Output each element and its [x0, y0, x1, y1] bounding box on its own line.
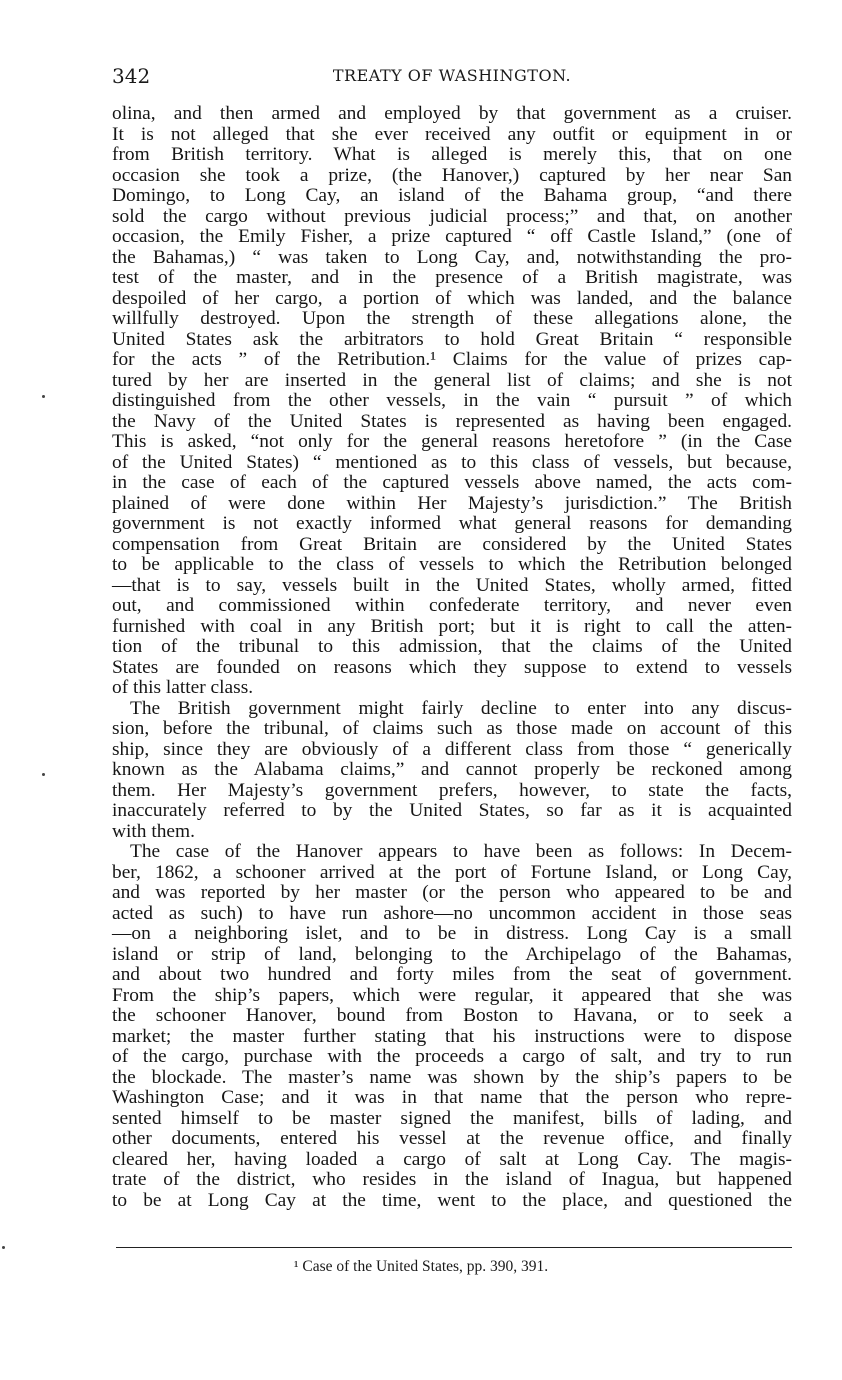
text-line: United States ask the arbitrators to hold Great Britain “ responsible	[112, 328, 792, 350]
text-line: tion of the tribunal to this admission, that the claims of the United	[112, 636, 792, 657]
text-line: and was reported by her master (or the person who appeared to be and	[112, 882, 792, 903]
text-line: This is asked, “not only for the general reasons heretofore ” (in the Case	[112, 431, 792, 452]
text-line: cleared her, having loaded a cargo of salt at Long Cay. The magis-	[112, 1148, 792, 1170]
text-line: The British government might fairly decline to enter into any discus-	[130, 697, 792, 719]
text-line: inaccurately referred to by the United States, so far as it is acquainted	[112, 800, 792, 821]
text-line: sented himself to be master signed the manifest, bills of lading, and	[112, 1107, 792, 1129]
text-line: of the United States) “ mentioned as to this class of vessels, but because,	[112, 451, 792, 473]
text-line: in the case of each of the captured vessels above named, the acts com-	[112, 472, 792, 493]
text-line: Washington Case; and it was in that name that the person who repre-	[112, 1087, 792, 1108]
text-line: ship, since they are obviously of a different class from those “ generically	[112, 738, 792, 760]
text-line: olina, and then armed and employed by that government as a cruiser.	[112, 103, 792, 124]
text-line: the Bahamas,) “ was taken to Long Cay, and, notwithstanding the pro-	[112, 246, 792, 268]
text-line: test of the master, and in the presence of a British magistrate, was	[112, 267, 792, 288]
text-line: ber, 1862, a schooner arrived at the port of Fortune Island, or Long Cay,	[112, 861, 792, 883]
page-number: 342	[112, 64, 151, 88]
text-line: From the ship’s papers, which were regular, it appeared that she was	[112, 984, 792, 1006]
text-line: Domingo, to Long Cay, an island of the Bahama group, “and there	[112, 185, 792, 206]
text-line: acted as such) to have run ashore—no uncommon accident in those seas	[112, 902, 792, 924]
text-line: —that is to say, vessels built in the United States, wholly armed, fitted	[112, 574, 792, 596]
text-line: The case of the Hanover appears to have been as follows: In Decem-	[130, 841, 792, 862]
footnote: ¹ Case of the United States, pp. 390, 391.	[293, 1258, 549, 1275]
text-line: of the cargo, purchase with the proceeds a cargo of salt, and try to run	[112, 1046, 792, 1067]
text-line: the Navy of the United States is represented as having been engaged.	[112, 410, 792, 432]
margin-speck	[2, 1246, 5, 1249]
text-line: trate of the district, who resides in the island of Inagua, but happened	[112, 1169, 792, 1190]
text-line: known as the Alabama claims,” and cannot properly be reckoned among	[112, 759, 792, 780]
text-line: distinguished from the other vessels, in the vain “ pursuit ” of which	[112, 390, 792, 411]
text-line: States are founded on reasons which they suppose to extend to vessels	[112, 656, 792, 678]
running-head	[112, 64, 792, 90]
text-line: plained of were done within Her Majesty’s jurisdiction.” The British	[112, 492, 792, 514]
text-line: market; the master further stating that his instructions were to dispose	[112, 1025, 792, 1047]
text-line: government is not exactly informed what general reasons for demanding	[112, 513, 792, 534]
text-line: with them.	[112, 820, 195, 842]
text-line: —on a neighboring islet, and to be in distress. Long Cay is a small	[112, 923, 792, 944]
text-line: occasion she took a prize, (the Hanover,) captured by her near San	[112, 164, 792, 186]
text-line: willfully destroyed. Upon the strength of these allegations alone, the	[112, 308, 792, 329]
text-line: It is not alleged that she ever received any outfit or equipment in or	[112, 123, 792, 145]
text-line: the schooner Hanover, bound from Boston to Havana, or to seek a	[112, 1005, 792, 1026]
text-line: from British territory. What is alleged is merely this, that on one	[112, 144, 792, 165]
text-line: the blockade. The master’s name was shown by the ship’s papers to be	[112, 1066, 792, 1088]
text-line: tured by her are inserted in the general list of claims; and she is not	[112, 369, 792, 391]
body-text	[112, 104, 792, 1211]
text-line: occasion, the Emily Fisher, a prize captured “ off Castle Island,” (one of	[112, 226, 792, 247]
text-line: and about two hundred and forty miles from the seat of government.	[112, 964, 792, 985]
text-line: island or strip of land, belonging to the Archipelago of the Bahamas,	[112, 943, 792, 965]
text-line: them. Her Majesty’s government prefers, however, to state the facts,	[112, 779, 792, 801]
text-line: for the acts ” of the Retribution.¹ Claims for the value of prizes cap-	[112, 349, 792, 370]
text-line: sion, before the tribunal, of claims such as those made on account of this	[112, 718, 792, 739]
margin-speck	[42, 773, 45, 776]
running-title: TREATY OF WASHINGTON.	[332, 66, 572, 85]
text-line: despoiled of her cargo, a portion of which was landed, and the balance	[112, 287, 792, 309]
text-line: of this latter class.	[112, 677, 254, 698]
text-line: out, and commissioned within confederate territory, and never even	[112, 595, 792, 616]
text-line: to be applicable to the class of vessels to which the Retribution belonged	[112, 554, 792, 575]
margin-speck	[42, 395, 45, 398]
text-line: furnished with coal in any British port; but it is right to call the atten-	[112, 615, 792, 637]
text-line: to be at Long Cay at the time, went to the place, and questioned the	[112, 1189, 792, 1211]
footnote-rule	[116, 1247, 792, 1248]
text-line: other documents, entered his vessel at the revenue office, and finally	[112, 1128, 792, 1149]
text-line: sold the cargo without previous judicial process;” and that, on another	[112, 205, 792, 227]
text-line: compensation from Great Britain are considered by the United States	[112, 533, 792, 555]
